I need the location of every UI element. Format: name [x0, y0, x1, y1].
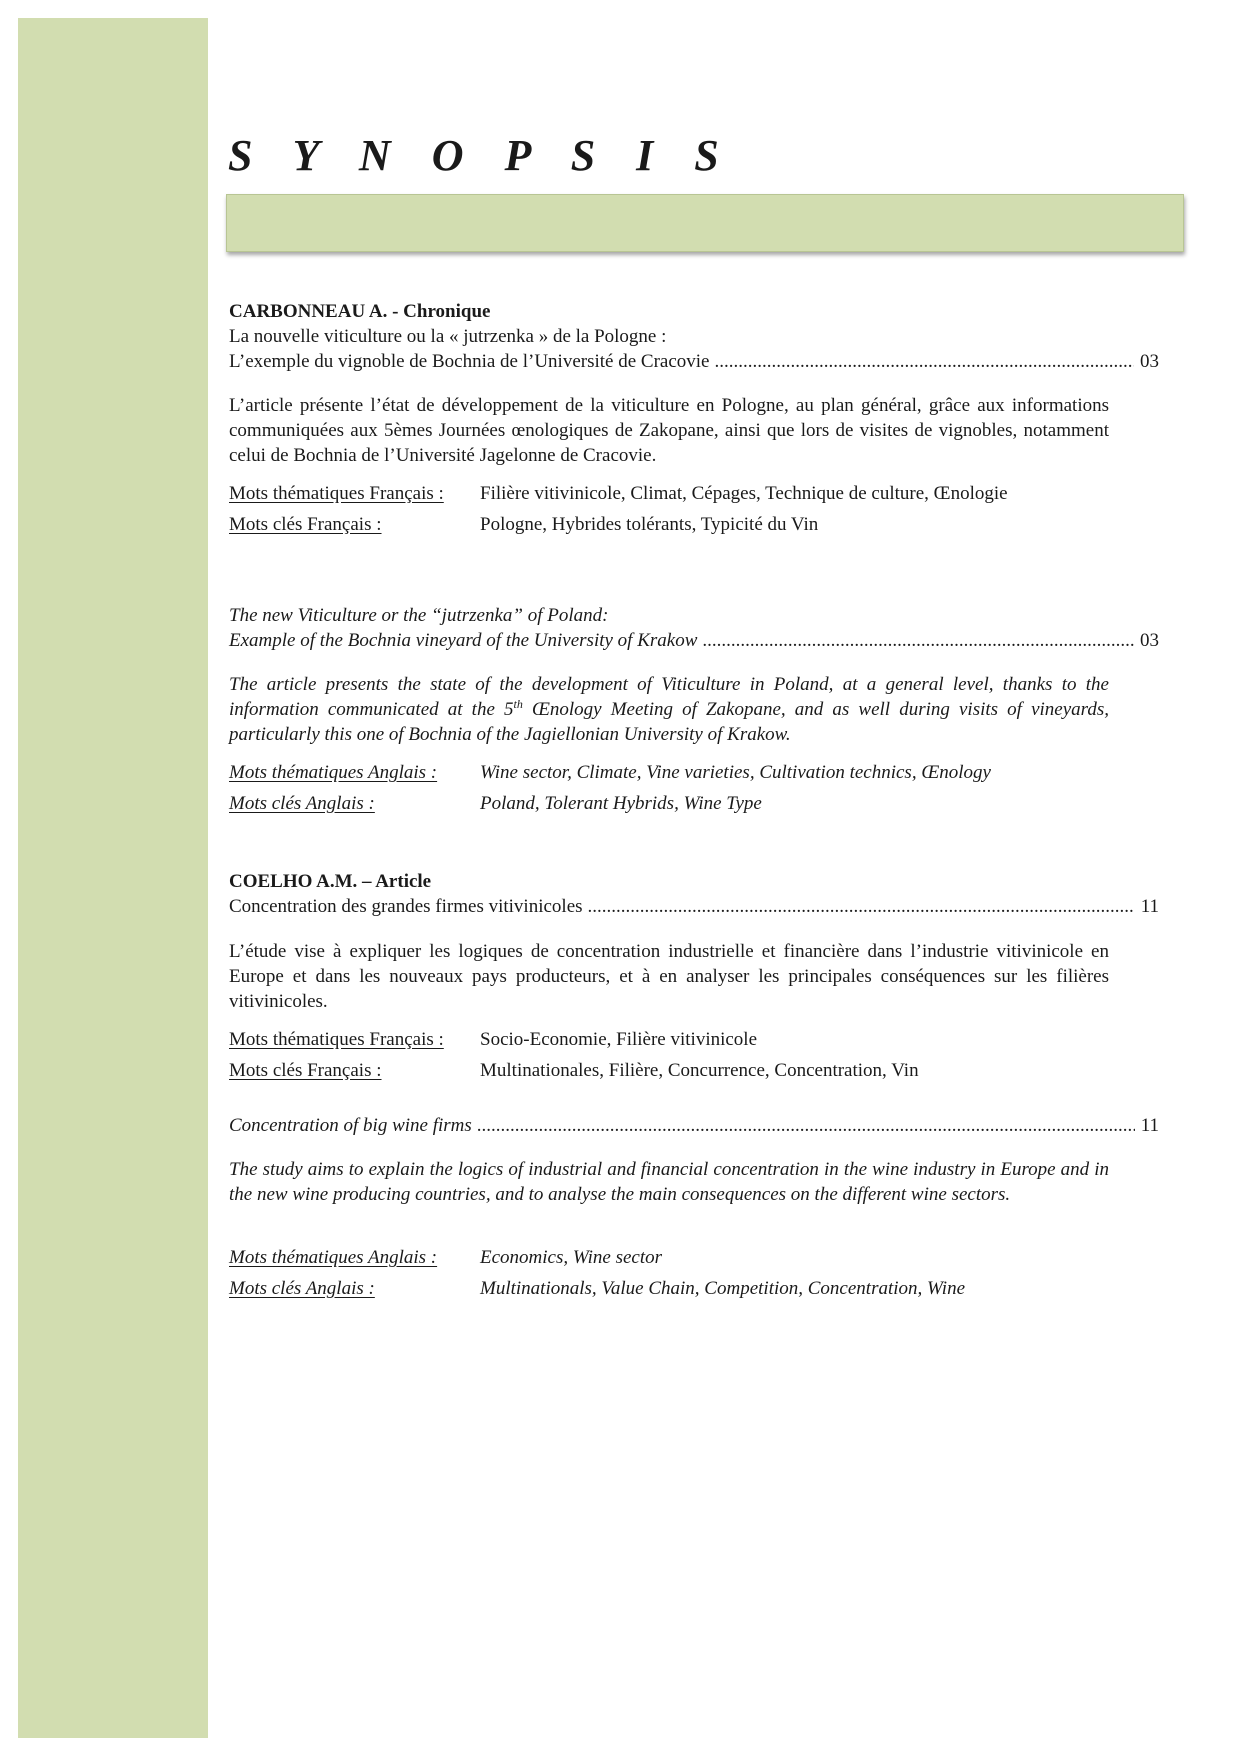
entry-2-en-thematic-label: Mots thématiques Anglais : [229, 1247, 438, 1268]
left-color-band [18, 18, 208, 1738]
entry-2-fr-page-number: 11 [1140, 896, 1159, 917]
entry-1-en-keywords-value: Poland, Tolerant Hybrids, Wine Type [480, 793, 762, 814]
entry-1-en-toc-line[interactable] [229, 628, 1159, 653]
entry-2-en-toc-line[interactable] [229, 1113, 1159, 1138]
entry-1-fr-keywords-label: Mots clés Français : [229, 514, 382, 535]
entry-1-en-page-number: 03 [1140, 630, 1159, 651]
entry-2-fr-keywords-value: Multinationales, Filière, Concurrence, Concentration, Vin [480, 1060, 919, 1081]
entry-1-fr-abstract: L’article présente l’état de développement de la viticulture en Pologne, au plan général, grâce aux informations communiquées aux 5èmes Journées œnologiques de Zakopane, ainsi que lors de visites de vignobles, notamment celui de Bochnia de l’Université Jagelonne de Cracovie. [229, 395, 1109, 466]
entry-1-fr-keywords-value: Pologne, Hybrides tolérants, Typicité du Vin [480, 514, 819, 535]
page-title: S Y N O P S I S [228, 131, 734, 180]
entry-2-author: COELHO A.M. – Article [229, 871, 432, 892]
title-underline-bar [226, 194, 1184, 252]
dot-leader [714, 349, 1134, 374]
entry-1-fr-title-line2: L’exemple du vignoble de Bochnia de l’Université de Cracovie [229, 351, 710, 372]
entry-1-en-thematic-value: Wine sector, Climate, Vine varieties, Cultivation technics, Œnology [480, 762, 991, 783]
entry-2-en-thematic-value: Economics, Wine sector [480, 1247, 663, 1268]
entry-2-fr-title: Concentration des grandes firmes vitivinicoles [229, 896, 583, 917]
entry-2-en-page-number: 11 [1140, 1115, 1159, 1136]
entry-2-fr-thematic-label: Mots thématiques Français : [229, 1029, 444, 1050]
entry-1-en-thematic-label: Mots thématiques Anglais : [229, 762, 438, 783]
entry-2-fr-thematic-value: Socio-Economie, Filière vitivinicole [480, 1029, 758, 1050]
entry-1-en-title-line2: Example of the Bochnia vineyard of the University of Krakow [229, 630, 698, 651]
entry-1-fr-toc-line[interactable] [229, 349, 1159, 374]
entry-1-fr-title-line1: La nouvelle viticulture ou la « jutrzenka » de la Pologne : [229, 326, 667, 347]
entry-1-en-abstract [229, 672, 1109, 747]
entry-1-fr-page-number: 03 [1140, 351, 1159, 372]
entry-2-fr-keywords-label: Mots clés Français : [229, 1060, 382, 1081]
dot-leader [588, 894, 1135, 919]
entry-2-en-abstract: The study aims to explain the logics of industrial and financial concentration in the wine industry in Europe and in the new wine producing countries, and to analyse the main consequences on the different wine sectors. [229, 1159, 1109, 1205]
entry-2-en-title: Concentration of big wine firms [229, 1115, 472, 1136]
dot-leader [477, 1113, 1135, 1138]
entry-2-en-keywords-label: Mots clés Anglais : [229, 1278, 375, 1299]
entry-1-en-abstract-part2: Œnology Meeting of Zakopane, and as well during visits of vineyards, particularly this one of Bochnia of the Jagiellonian University of Krakow. [229, 699, 1109, 745]
entry-2-en-keywords-value: Multinationals, Value Chain, Competition, Concentration, Wine [480, 1278, 966, 1299]
entry-1-fr-thematic-label: Mots thématiques Français : [229, 483, 444, 504]
entry-2-fr-toc-line[interactable] [229, 894, 1159, 919]
dot-leader [702, 628, 1134, 653]
entry-1-author: CARBONNEAU A. - Chronique [229, 301, 491, 322]
entry-1-en-title-line1: The new Viticulture or the “jutrzenka” of Poland: [229, 605, 609, 626]
entry-2-fr-abstract: L’étude vise à expliquer les logiques de concentration industrielle et financière dans l’industrie vitivinicole en Europe et dans les nouveaux pays producteurs, et à en analyser les principales conséquences sur les filières vitivinicoles. [229, 941, 1109, 1012]
entry-1-en-abstract-superscript: th [513, 697, 523, 711]
entry-1-fr-thematic-value: Filière vitivinicole, Climat, Cépages, Technique de culture, Œnologie [480, 483, 1008, 504]
entry-1-en-keywords-label: Mots clés Anglais : [229, 793, 375, 814]
entry-1-en-abstract-part1: The article presents the state of the development of Viticulture in Poland, at a general level, thanks to the information communicated at the 5 [229, 674, 1109, 720]
